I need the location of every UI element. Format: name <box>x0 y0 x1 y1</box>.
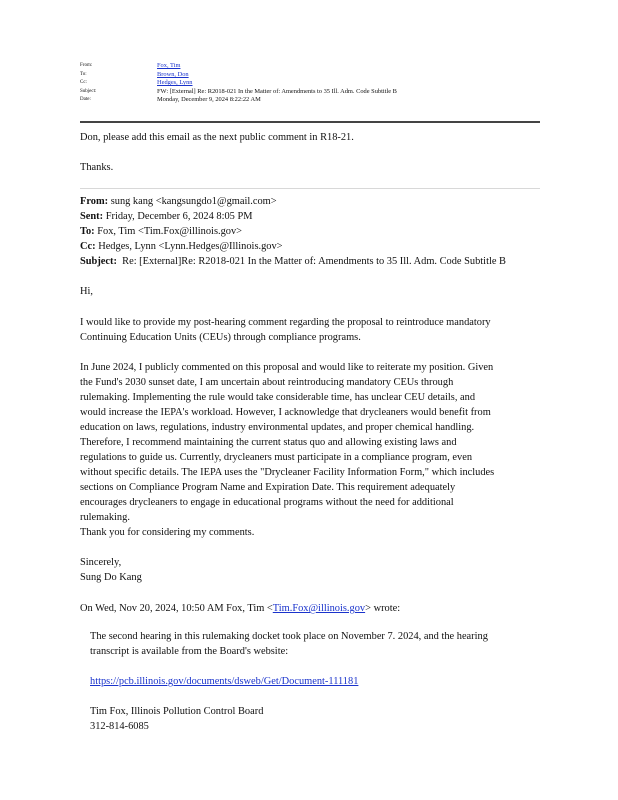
quote-intro-suffix: > wrote: <box>365 603 401 614</box>
header-to-row <box>80 71 540 80</box>
fwd-to-value: Fox, Tim <Tim.Fox@illinois.gov> <box>97 226 243 237</box>
header-from-row <box>80 62 540 71</box>
quote-signature-name: Tim Fox, Illinois Pollution Control Board <box>90 706 264 717</box>
fwd-from-row <box>80 194 277 209</box>
header-cc-row <box>80 79 540 88</box>
header-from-label: From: <box>80 63 93 68</box>
paragraph-line: Thank you for considering my comments. <box>80 527 255 538</box>
greeting: Hi, <box>80 286 93 297</box>
fwd-to-row <box>80 224 242 239</box>
header-date-label: Date: <box>80 97 91 103</box>
paragraph-2 <box>80 360 545 540</box>
header-date-value: Monday, December 9, 2024 8:22:22 AM <box>157 96 261 104</box>
paragraph-1 <box>80 315 545 345</box>
fwd-sent-label: Sent: <box>80 211 104 222</box>
header-cc-label: Cc: <box>80 80 87 86</box>
intro-line: Don, please add this email as the next public comment in R18-21. <box>80 132 354 143</box>
quote-line-2: transcript is available from the Board's website: <box>90 646 289 657</box>
paragraph-line: Continuing Education Units (CEUs) through compliance programs. <box>80 332 361 343</box>
paragraph-line: Therefore, I recommend maintaining the current status quo and allowing existing laws and <box>80 437 457 448</box>
paragraph-line: education on laws, regulations, industry environmental updates, and proper chemical handling. <box>80 422 475 433</box>
fwd-subject-value: Re: [External]Re: R2018-021 In the Matter of: Amendments to 35 Ill. Adm. Code Subtitle B <box>122 256 506 267</box>
quote-intro-prefix: On Wed, Nov 20, 2024, 10:50 AM Fox, Tim < <box>80 603 273 614</box>
intro-thanks: Thanks. <box>80 162 114 173</box>
header-to-value[interactable]: Brown, Don <box>157 70 189 78</box>
signature: Sung Do Kang <box>80 572 142 583</box>
header-from-value[interactable]: Fox, Tim <box>157 62 181 69</box>
paragraph-line: rulemaking. <box>80 512 130 523</box>
closing: Sincerely, <box>80 557 122 568</box>
fwd-sent-row <box>80 209 253 224</box>
header-to-label: To: <box>80 71 87 77</box>
paragraph-line: the Fund's 2030 sunset date, I am uncertain about reintroducing mandatory CEUs through <box>80 377 454 388</box>
header-divider <box>80 121 540 123</box>
forward-divider <box>80 188 540 189</box>
document-link[interactable]: https://pcb.illinois.gov/documents/dsweb/Get/Document-111181 <box>90 676 359 687</box>
fwd-subject-row <box>80 254 506 269</box>
header-cc-value[interactable]: Hedges, Lynn <box>157 79 193 87</box>
paragraph-line: In June 2024, I publicly commented on this proposal and would like to reiterate my position. Given <box>80 362 494 373</box>
header-subject-label: Subject: <box>80 88 97 94</box>
fwd-from-label: From: <box>80 196 109 207</box>
quote-line-1: The second hearing in this rulemaking docket took place on November 7. 2024, and the hearing <box>90 631 488 642</box>
paragraph-line: would increase the IEPA's workload. However, I acknowledge that drycleaners would benefit from <box>80 407 491 418</box>
paragraph-line: without specific details. The IEPA uses the "Drycleaner Facility Information Form," which includes <box>80 467 495 478</box>
fwd-to-label: To: <box>80 226 95 237</box>
fwd-cc-label: Cc: <box>80 241 96 252</box>
fwd-cc-row <box>80 239 283 254</box>
header-subject-row <box>80 88 540 97</box>
email-header <box>80 62 540 105</box>
header-date-row <box>80 96 540 105</box>
paragraph-line: sections on Compliance Program Name and Expiration Date. This requirement adequately <box>80 482 456 493</box>
quote-intro-email-link[interactable]: Tim.Fox@illinois.gov <box>272 603 366 614</box>
quote-signature-phone: 312-814-6085 <box>90 721 149 732</box>
fwd-sent-value: Friday, December 6, 2024 8:05 PM <box>105 211 253 222</box>
paragraph-line: I would like to provide my post-hearing comment regarding the proposal to reintroduce mandatory <box>80 317 491 328</box>
paragraph-line: regulations to guide us. Currently, drycleaners must participate in a compliance program, even <box>80 452 473 463</box>
header-subject-value: FW: [External] Re: R2018-021 In the Matter of: Amendments to 35 Ill. Adm. Code Subtitle B <box>157 87 397 95</box>
paragraph-line: encourages drycleaners to engage in educational programs without the need for additional <box>80 497 454 508</box>
quote-intro <box>80 601 400 616</box>
fwd-from-value: sung kang <kangsungdo1@gmail.com> <box>110 196 277 207</box>
paragraph-line: rulemaking. Implementing the rule would take considerable time, has unclear CEU details, and <box>80 392 476 403</box>
fwd-cc-value: Hedges, Lynn <Lynn.Hedges@Illinois.gov> <box>98 241 283 252</box>
fwd-subject-label: Subject: <box>80 256 117 267</box>
